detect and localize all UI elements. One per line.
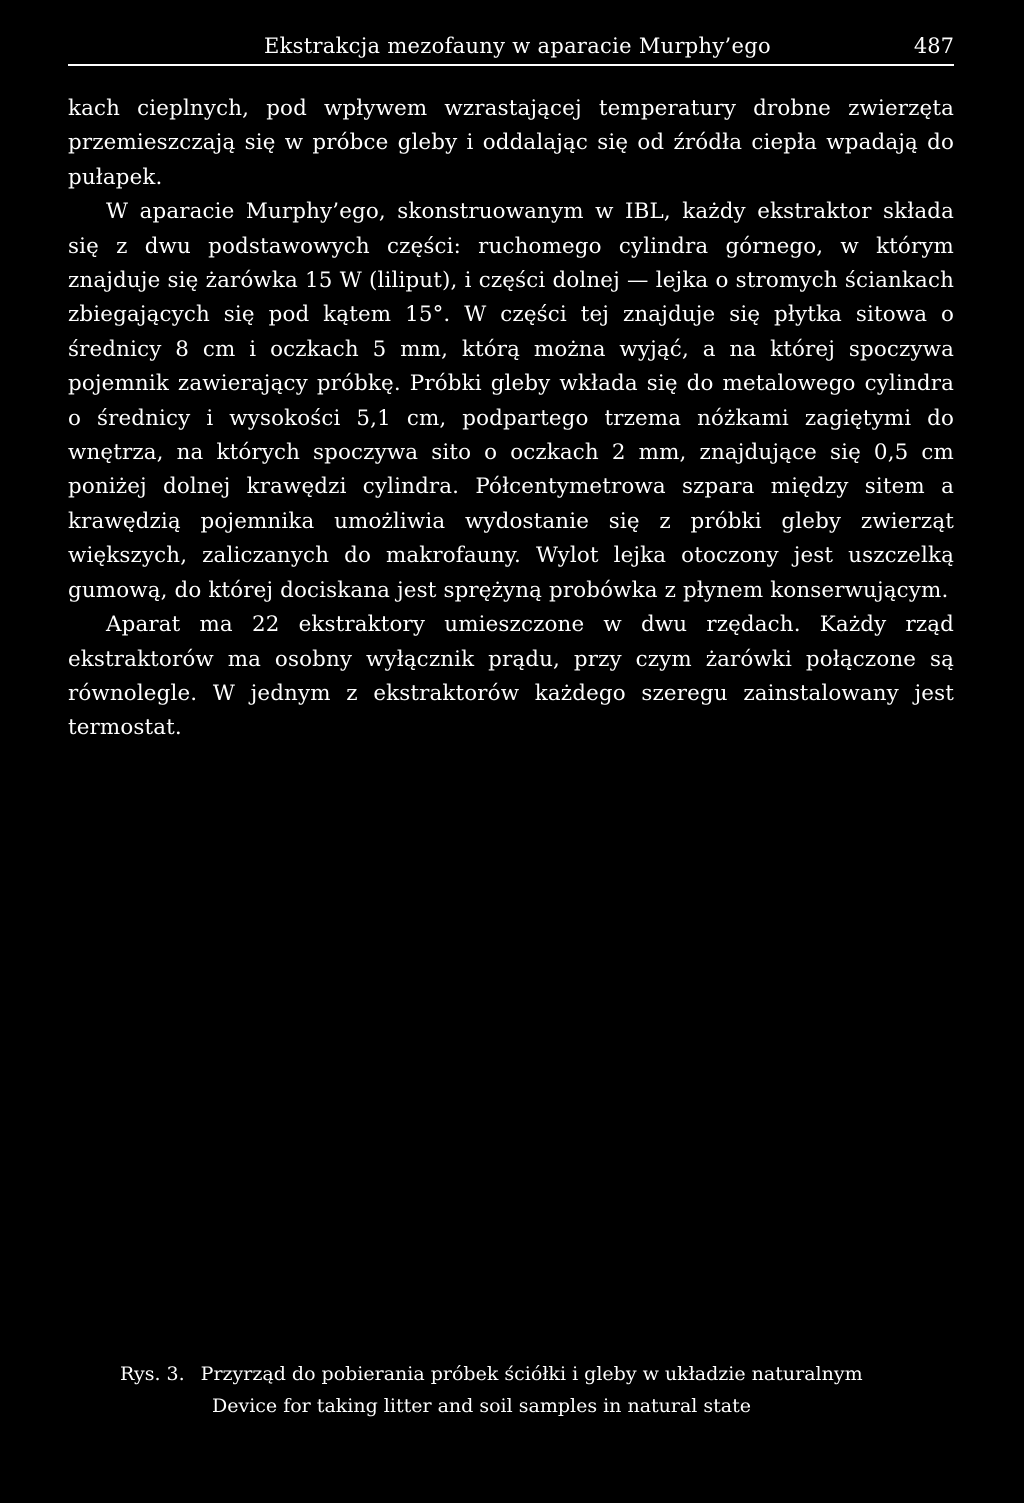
caption-english: Device for taking litter and soil samples in natural state	[212, 1395, 752, 1417]
caption-label: Rys. 3.	[120, 1363, 185, 1385]
paragraph-1: kach cieplnych, pod wpływem wzrastającej temperatury drobne zwierzęta przemieszczają się w próbce gleby i oddalając się od źródła ciepła wpadają do pułapek.	[68, 96, 954, 190]
figure-image-area	[68, 730, 954, 1340]
running-title: Ekstrakcja mezofauny w aparacie Murphy’ego	[264, 34, 771, 58]
paragraph-2: W aparacie Murphy’ego, skonstruowanym w IBL, każdy ekstraktor składa się z dwu podstawowych części: ruchomego cylindra górnego, w którym znajduje się żarówka 15 W (liliput), i części dolnej — lejka o stromych ściankach zbiegających się pod kątem 15°. W części tej znajduje się płytka sitowa o średnicy 8 cm i oczkach 5 mm, którą można wyjąć, a na której spoczywa pojemnik zawierający próbkę. Próbki gleby wkłada się do metalowego cylindra o średnicy i wysokości 5,1 cm, podpartego trzema nóżkami zagiętymi do wnętrza, na których spoczywa sito o oczkach 2 mm, znajdujące się 0,5 cm poniżej dolnej krawędzi cylindra. Półcentymetrowa szpara między sitem a krawędzią pojemnika umożliwia wydostanie się z próbki gleby zwierząt większych, zaliczanych do makrofauny. Wylot lejka otoczony jest uszczelką gumową, do której dociskana jest sprężyną probówka z płynem konserwującym.	[68, 199, 954, 603]
caption-polish-line	[120, 1358, 863, 1390]
paragraph-3: Aparat ma 22 ekstraktory umieszczone w dwu rzędach. Każdy rząd ekstraktorów ma osobny wyłącznik prądu, przy czym żarówki połączone są równolegle. W jednym z ekstraktorów każdego szeregu zainstalowany jest termostat.	[68, 612, 954, 741]
page-number: 487	[913, 34, 954, 58]
caption-polish: Przyrząd do pobierania próbek ściółki i gleby w układzie naturalnym	[200, 1363, 863, 1385]
body-text	[68, 92, 954, 746]
running-header	[68, 30, 954, 66]
